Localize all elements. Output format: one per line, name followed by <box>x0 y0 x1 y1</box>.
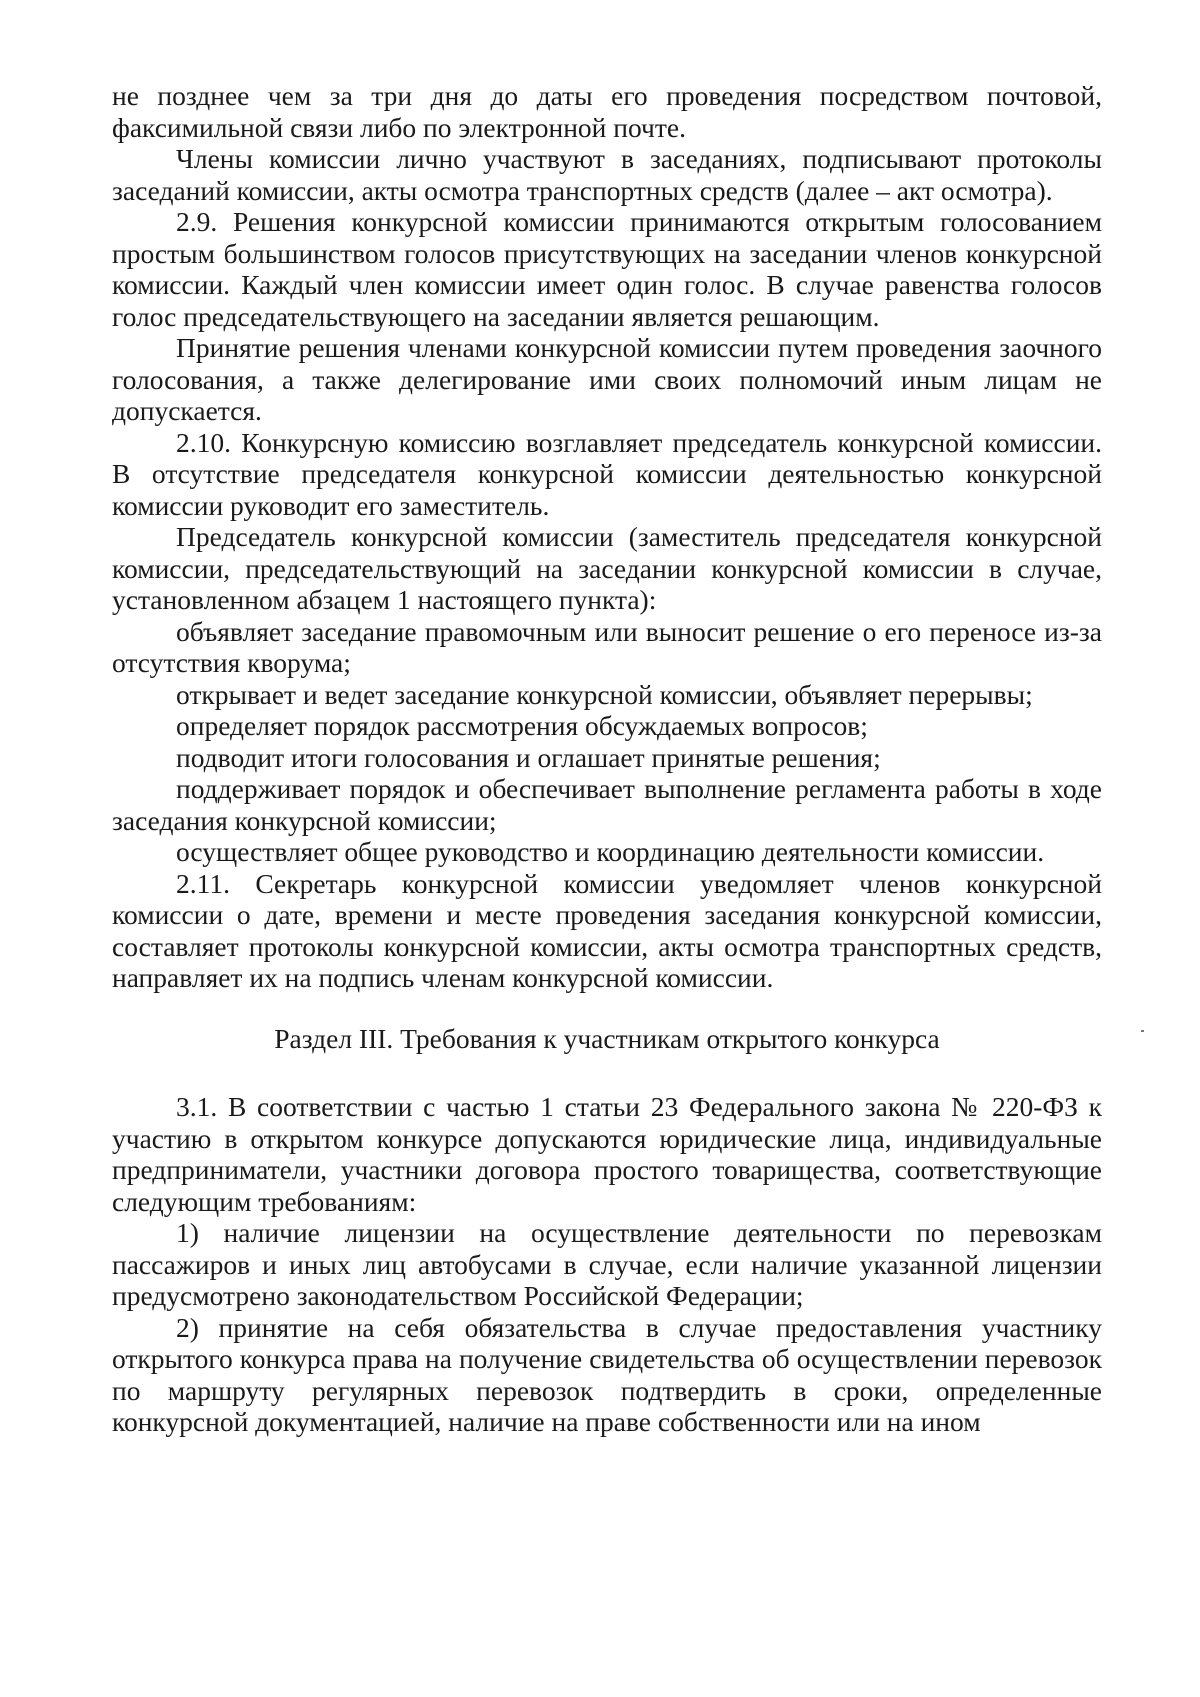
paragraph-2-9: 2.9. Решения конкурсной комиссии принимаются открытым голосованием простым большинством голосов присутствующих на заседании членов конкурсной комиссии. Каждый член комиссии имеет один голос. В случае равенства голосов голос председательствующего на заседании является решающим. <box>112 206 1102 332</box>
paragraph-3-1: 3.1. В соответствии с частью 1 статьи 23 Федерального закона № 220-ФЗ к участию в открытом конкурсе допускаются юридические лица, индивидуальные предприниматели, участники договора простого товарищества, соответствующие следующим требованиям: <box>112 1091 1102 1217</box>
paragraph-chairman-duties-intro: Председатель конкурсной комиссии (заместитель председателя конкурсной комиссии, председательствующий на заседании конкурсной комиссии в случае, установленном абзацем 1 настоящего пункта): <box>112 521 1102 615</box>
list-item-open-meeting: открывает и ведет заседание конкурсной комиссии, объявляет перерывы; <box>176 678 1033 710</box>
paragraph-absentee-voting: Принятие решения членами конкурсной комиссии путем проведения заочного голосования, а также делегирование ими своих полномочий иным лицам не допускается. <box>112 332 1102 426</box>
document-body <box>112 80 1102 1438</box>
list-item-voting-results: подводит итоги голосования и оглашает принятые решения; <box>176 741 881 773</box>
list-item-obligation: 2) принятие на себя обязательства в случае предоставления участнику открытого конкурса права на получение свидетельства об осуществлении перевозок по маршруту регулярных перевозок подтвердить в сроки, определенные конкурсной документацией, наличие на праве собственности или на ином <box>112 1311 1102 1437</box>
paragraph-2-11: 2.11. Секретарь конкурсной комиссии уведомляет членов конкурсной комиссии о дате, времени и месте проведения заседания конкурсной комиссии, составляет протоколы конкурсной комиссии, акты осмотра транспортных средств, направляет их на подпись членам конкурсной комиссии. <box>112 867 1102 993</box>
scan-speck <box>1141 1030 1144 1032</box>
paragraph-members-participation: Члены комиссии лично участвуют в заседаниях, подписывают протоколы заседаний комиссии, акты осмотра транспортных средств (далее – акт осмотра). <box>112 143 1102 206</box>
list-item-license: 1) наличие лицензии на осуществление деятельности по перевозкам пассажиров и иных лиц автобусами в случае, если наличие указанной лицензии предусмотрено законодательством Российской Федерации; <box>112 1217 1102 1311</box>
section-heading: Раздел III. Требования к участникам открытого конкурса <box>274 1022 940 1054</box>
paragraph-2-10: 2.10. Конкурсную комиссию возглавляет председатель конкурсной комиссии. В отсутствие председателя конкурсной комиссии деятельностью конкурсной комиссии руководит его заместитель. <box>112 426 1102 521</box>
list-item-maintain-order: поддерживает порядок и обеспечивает выполнение регламента работы в ходе заседания конкурсной комиссии; <box>112 773 1102 836</box>
list-item-order-of-questions: определяет порядок рассмотрения обсуждаемых вопросов; <box>176 710 868 741</box>
paragraph-continuation: не позднее чем за три дня до даты его проведения посредством почтовой, факсимильной связи либо по электронной почте. <box>112 80 1102 143</box>
list-item-declare-meeting: объявляет заседание правомочным или выносит решение о его переносе из-за отсутствия кворума; <box>112 615 1102 678</box>
list-item-general-management: осуществляет общее руководство и координацию деятельности комиссии. <box>176 836 1045 867</box>
